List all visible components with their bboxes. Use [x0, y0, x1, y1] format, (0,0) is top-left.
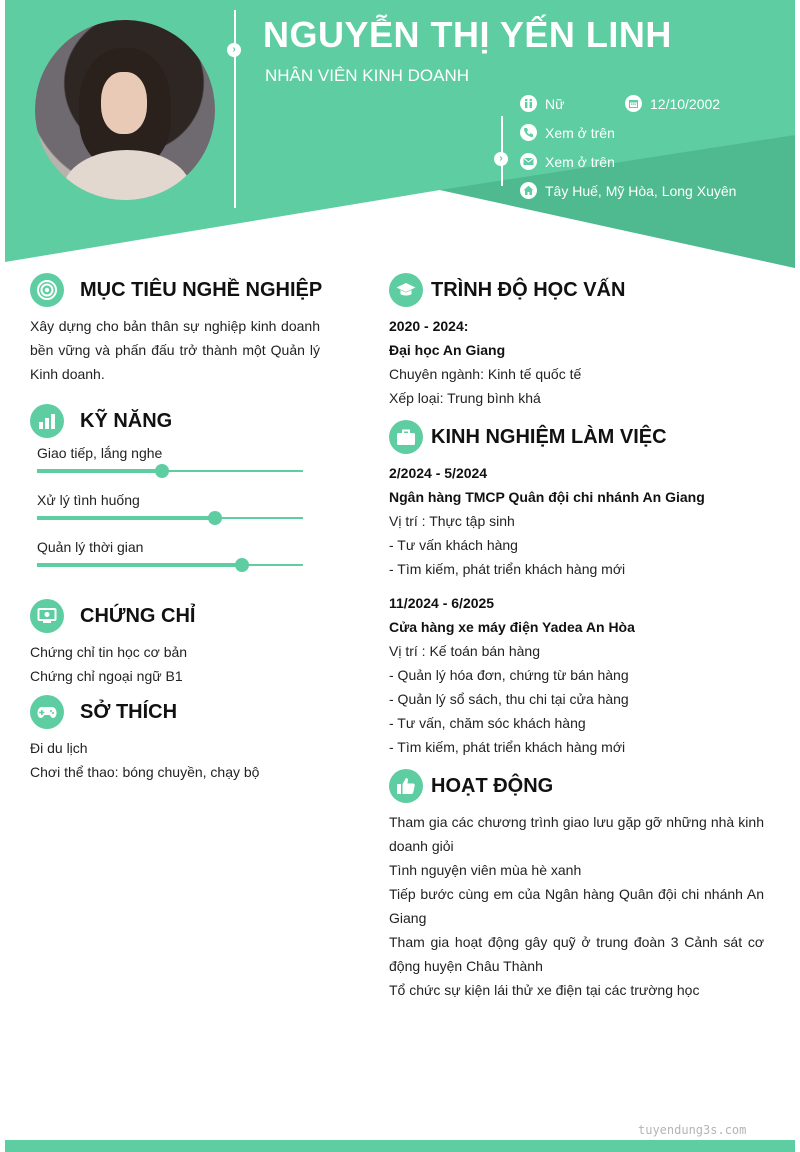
avatar: [35, 20, 215, 200]
watermark: tuyendung3s.com: [638, 1123, 747, 1137]
activity-item: Tiếp bước cùng em của Ngân hàng Quân đội chi nhánh An Giang: [389, 886, 764, 926]
skill-label: Quản lý thời gian: [37, 539, 144, 555]
activity-item: Tham gia các chương trình giao lưu gặp gỡ những nhà kinh doanh giỏi: [389, 814, 764, 854]
contact-divider: [501, 116, 503, 186]
bar-chart-icon: [30, 404, 64, 438]
activities-title: HOẠT ĐỘNG: [431, 774, 554, 797]
certificate-item: Chứng chỉ ngoại ngữ B1: [30, 668, 183, 684]
education-period: 2020 - 2024:: [389, 318, 469, 334]
certificate-icon: [30, 599, 64, 633]
skill-fill: [37, 516, 215, 520]
hobbies-title: SỞ THÍCH: [80, 700, 178, 723]
candidate-name: NGUYỄN THỊ YẾN LINH: [263, 14, 672, 55]
email-icon: [520, 153, 537, 170]
target-icon: [30, 273, 64, 307]
hobby-item: Chơi thể thao: bóng chuyền, chạy bộ: [30, 764, 260, 780]
job-task: - Tư vấn khách hàng: [389, 537, 518, 553]
certificates-title: CHỨNG CHỈ: [80, 604, 196, 627]
job-period: 2/2024 - 5/2024: [389, 465, 488, 481]
experience-section: [389, 419, 764, 759]
footer-bar: [5, 1140, 795, 1152]
skill-item: [30, 539, 320, 586]
info-email: Xem ở trên: [520, 153, 615, 170]
right-column: [389, 272, 764, 1002]
job-company: Ngân hàng TMCP Quân đội chi nhánh An Giang: [389, 489, 705, 505]
info-phone: Xem ở trên: [520, 124, 615, 141]
job-entry: [389, 461, 764, 581]
activity-item: Tổ chức sự kiện lái thử xe điện tại các trường học: [389, 982, 700, 998]
hobbies-section: [30, 694, 320, 784]
left-column: [30, 272, 323, 784]
skill-label: Giao tiếp, lắng nghe: [37, 445, 163, 461]
education-title: TRÌNH ĐỘ HỌC VẤN: [431, 278, 626, 301]
gamepad-icon: [30, 695, 64, 729]
objective-text: Xây dựng cho bản thân sự nghiệp kinh doanh bền vững và phấn đấu trở thành một Quản lý Kinh doanh.: [30, 318, 320, 382]
skill-fill: [37, 469, 162, 473]
info-address: Tây Huế, Mỹ Hòa, Long Xuyên: [520, 182, 736, 199]
job-position: Vị trí : Kế toán bán hàng: [389, 643, 540, 659]
activities-section: [389, 768, 764, 1002]
job-entry: [389, 591, 764, 759]
education-section: [389, 272, 764, 410]
skills-section: [30, 403, 320, 586]
education-school: Đại học An Giang: [389, 342, 506, 358]
briefcase-icon: [389, 420, 423, 454]
job-task: - Tìm kiếm, phát triển khách hàng mới: [389, 561, 626, 577]
skills-list: [30, 445, 320, 586]
header-divider: [234, 10, 236, 208]
phone-icon: [520, 124, 537, 141]
skill-level-handle: [235, 558, 249, 572]
certificates-section: [30, 598, 320, 688]
education-grade: Xếp loại: Trung bình khá: [389, 390, 541, 406]
thumbs-up-icon: [389, 769, 423, 803]
education-major: Chuyên ngành: Kinh tế quốc tế: [389, 366, 582, 382]
skill-item: [30, 492, 320, 539]
job-task: - Tìm kiếm, phát triển khách hàng mới: [389, 739, 626, 755]
job-company: Cửa hàng xe máy điện Yadea An Hòa: [389, 619, 635, 635]
skill-item: [30, 445, 320, 492]
objective-title: MỤC TIÊU NGHỀ NGHIỆP: [80, 278, 323, 301]
graduation-cap-icon: [389, 273, 423, 307]
skills-title: KỸ NĂNG: [80, 409, 173, 432]
job-task: - Quản lý hóa đơn, chứng từ bán hàng: [389, 667, 629, 683]
objective-section: [30, 272, 323, 386]
calendar-icon: [625, 95, 642, 112]
gender-icon: [520, 95, 537, 112]
home-icon: [520, 182, 537, 199]
chevron-right-icon: ›: [227, 43, 241, 57]
skill-fill: [37, 563, 242, 567]
skill-level-handle: [208, 511, 222, 525]
candidate-title: NHÂN VIÊN KINH DOANH: [265, 66, 470, 85]
chevron-right-icon: ›: [494, 152, 508, 166]
job-task: - Tư vấn, chăm sóc khách hàng: [389, 715, 586, 731]
job-period: 11/2024 - 6/2025: [389, 595, 495, 611]
hobby-item: Đi du lịch: [30, 740, 88, 756]
info-gender: Nữ: [520, 95, 564, 112]
experience-title: KINH NGHIỆM LÀM VIỆC: [431, 425, 667, 448]
skill-level-handle: [155, 464, 169, 478]
skill-label: Xử lý tình huống: [37, 492, 140, 508]
job-task: - Quản lý sổ sách, thu chi tại cửa hàng: [389, 691, 629, 707]
info-birthdate: 12/10/2002: [625, 95, 720, 112]
certificate-item: Chứng chỉ tin học cơ bản: [30, 644, 188, 660]
activity-item: Tình nguyện viên mùa hè xanh: [389, 862, 582, 878]
job-position: Vị trí : Thực tập sinh: [389, 513, 515, 529]
activity-item: Tham gia hoạt động gây quỹ ở trung đoàn 3 Cảnh sát cơ động huyện Châu Thành: [389, 934, 764, 974]
